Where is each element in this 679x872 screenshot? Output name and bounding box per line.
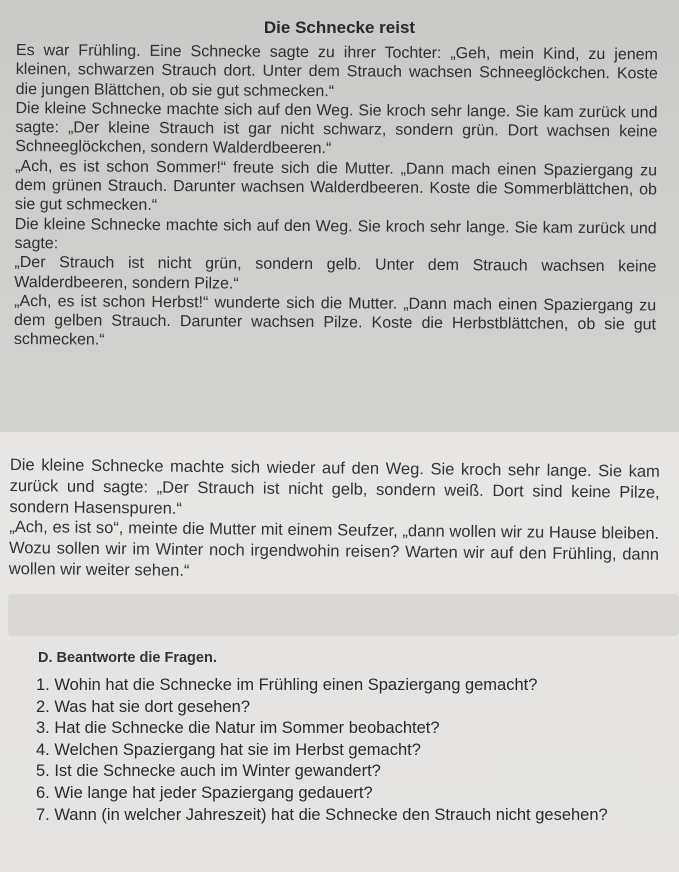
story-paragraph: „Ach, es ist schon Sommer!“ freute sich die Mutter. „Dann mach einen Spaziergang zu dem grünen Strauch. Darunter wachsen Walderdbeeren. Koste die Sommerblättchen, ob sie gut schmecken.“ xyxy=(14,157,658,215)
story-paragraph: „Der Strauch ist nicht grün, sondern gelb. Unter dem Strauch wachsen keine Walderdbeeren, sondern Pilze.“ xyxy=(14,254,657,293)
question-list xyxy=(36,675,646,826)
question-item: 2. Was hat sie dort gesehen? xyxy=(36,697,251,716)
story-text-bottom xyxy=(9,455,660,587)
story-paragraph: Die kleine Schnecke machte sich auf den Weg. Sie kroch sehr lange. Sie kam zurück und sagte: xyxy=(14,215,657,253)
story-paragraph: Es war Frühling. Eine Schnecke sagte zu ihrer Tochter: „Geh, mein Kind, zu jenem kleinen, schwarzen Strauch dort. Unter dem Strauch wachsen Schneeglöckchen. Koste die jungen Blättchen, ob sie gut schmecken.“ xyxy=(15,41,658,100)
story-paragraph: „Ach, es ist so“, meinte die Mutter mit einem Seufzer, „dann wollen wir zu Hause bleiben. Wozu sollen wir im Winter noch irgendwohin reisen? Warten wir auf den Frühling, dann wollen wir weiter sehen.“ xyxy=(8,518,660,580)
story-paragraph: Die kleine Schnecke machte sich wieder auf den Weg. Sie kroch sehr lange. Sie kam zurück und sagte: „Der Strauch ist nicht gelb, sondern weiß. Dort sind keine Pilze, sondern Hasenspuren.“ xyxy=(9,455,660,518)
page-bottom xyxy=(0,432,679,872)
question-item: 1. Wohin hat die Schnecke im Frühling einen Spaziergang gemacht? xyxy=(36,676,538,694)
page-top xyxy=(0,0,679,432)
task-heading: D. Beantworte die Fragen. xyxy=(38,650,217,666)
question-item: 7. Wann (in welcher Jahreszeit) hat die Schnecke den Strauch nicht gesehen? xyxy=(36,805,608,824)
question-item: 5. Ist die Schnecke auch im Winter gewandert? xyxy=(36,762,381,781)
blurred-region xyxy=(8,594,679,636)
question-item: 4. Welchen Spaziergang hat sie im Herbst gemacht? xyxy=(36,740,421,759)
story-paragraph: Die kleine Schnecke machte sich auf den Weg. Sie kroch sehr lange. Sie kam zurück und sagte: „Der kleine Strauch ist gar nicht schwarz, sondern grün. Dort wachsen keine Schneeglöckchen, sondern Walderdbeeren.“ xyxy=(15,99,658,158)
story-text-top xyxy=(14,41,658,354)
question-item: 3. Hat die Schnecke die Natur im Sommer beobachtet? xyxy=(36,719,440,738)
question-item: 6. Wie lange hat jeder Spaziergang gedauert? xyxy=(36,783,373,802)
story-title: Die Schnecke reist xyxy=(263,18,416,37)
story-paragraph: „Ach, es ist schon Herbst!“ wunderte sich die Mutter. „Dann mach einen Spaziergang zu dem gelben Strauch. Darunter wachsen Pilze. Koste die Herbstblättchen, ob sie gut schmecken.“ xyxy=(13,292,657,350)
